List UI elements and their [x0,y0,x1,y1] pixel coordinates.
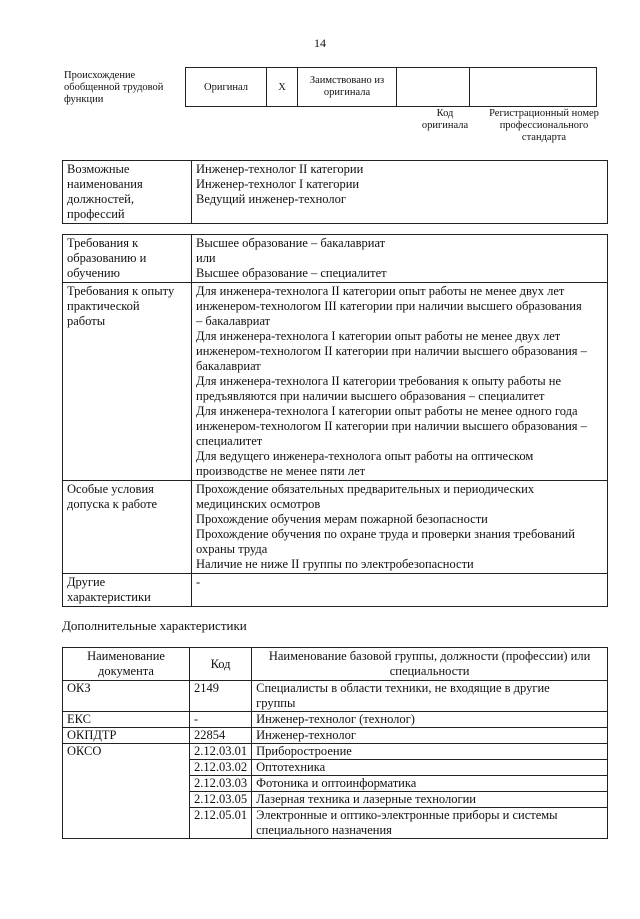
label-line: Требования к [67,236,139,250]
header-line: Наименование базовой группы, должности (профессии) или [268,649,591,663]
doc-cell: ЕКС [63,712,190,728]
header-line: специальности [389,664,470,678]
caption-line: профессионального [499,120,589,131]
text-line: или [196,251,216,265]
label-line: профессий [67,207,125,221]
text-line: Высшее образование – бакалавриат [196,236,386,250]
text-line: инженером-технологом III категории при наличии высшего образования [196,299,582,313]
name-cell [252,808,608,839]
text-line: специалитет [196,434,263,448]
original-mark: X [267,68,298,107]
positions-label [63,161,192,224]
borrowed-line: Заимствовано из [309,75,385,86]
text-line: Для инженера-технолога I категории опыт работы не менее одного года [196,404,578,418]
name-line: группы [256,696,296,710]
text-line: предъявляются при наличии высшего образования – специалитет [196,389,545,403]
label-line: характеристики [67,590,151,604]
additional-table [62,647,608,839]
doc-cell: ОКЗ [63,681,190,712]
text-line: бакалавриат [196,359,261,373]
caption-line: Код [436,108,454,119]
positions-table [62,160,608,224]
other-value: - [192,574,608,607]
label-line: практической [67,299,140,313]
position-item: Ведущий инженер-технолог [196,192,346,206]
text-line: инженером-технологом II категории при наличии высшего образования – [196,419,587,433]
name-cell: Фотоника и оптоинформатика [252,776,608,792]
text-line: производстве не менее пяти лет [196,464,366,478]
name-cell: Оптотехника [252,760,608,776]
original-cell: Оригинал [186,68,267,107]
code-cell: 2.12.05.01 [190,808,252,839]
doc-cell: ОКСО [63,744,190,839]
text-line: Для инженера-технолога I категории опыт работы не менее двух лет [196,329,561,343]
header-code: Код [190,648,252,681]
table-row [63,481,608,574]
borrowed-line: оригинала [323,87,371,98]
other-label [63,574,192,607]
experience-value [192,283,608,481]
text-line: Прохождение обучения мерам пожарной безопасности [196,512,488,526]
label-line: образованию и [67,251,147,265]
text-line: медицинских осмотров [196,497,321,511]
table-row [63,283,608,481]
code-cell: 2.12.03.02 [190,760,252,776]
table-row [63,728,608,744]
requirements-table [62,234,608,607]
label-line: Особые условия [67,482,154,496]
caption-line: Регистрационный номер [489,108,599,119]
page-number: 14 [314,36,326,50]
doc-cell: ОКПДТР [63,728,190,744]
caption-line: стандарта [521,132,567,143]
name-cell: Инженер-технолог [252,728,608,744]
table-row [63,681,608,712]
registration-caption [482,108,606,144]
table-row [63,744,608,760]
table-row [63,235,608,283]
code-cell: 2.12.03.03 [190,776,252,792]
code-cell: 22854 [190,728,252,744]
label-line: должностей, [67,192,134,206]
header-name [252,648,608,681]
table-row [63,574,608,607]
text-line: Прохождение обучения по охране труда и проверки знания требований [196,527,575,541]
table-header-row [63,648,608,681]
name-cell [252,681,608,712]
text-line: инженером-технологом II категории при наличии высшего образования – [196,344,587,358]
name-line: Электронные и оптико-электронные приборы и системы [256,808,558,822]
label-line: Другие [67,575,106,589]
education-value [192,235,608,283]
label-line: допуска к работе [67,497,158,511]
label-line: наименования [67,177,143,191]
name-line: Специалисты в области техники, не входящие в другие [256,681,550,695]
label-line: Возможные [67,162,130,176]
header-document [63,648,190,681]
experience-label [63,283,192,481]
position-item: Инженер-технолог I категории [196,177,360,191]
positions-values [192,161,608,224]
origin-label: Происхождение обобщенной трудовой функции [64,70,164,105]
additional-heading: Дополнительные характеристики [62,618,247,633]
education-label [63,235,192,283]
text-line: Высшее образование – специалитет [196,266,387,280]
header-line: Наименование [87,649,165,663]
label-line: обучению [67,266,120,280]
label-line: работы [67,314,106,328]
code-cell: 2.12.03.01 [190,744,252,760]
name-cell: Лазерная техника и лазерные технологии [252,792,608,808]
code-cell: - [190,712,252,728]
table-row [63,712,608,728]
original-code-cell [397,68,470,107]
table-row [63,161,608,224]
position-item: Инженер-технолог II категории [196,162,364,176]
caption-line: оригинала [421,120,469,131]
code-cell: 2.12.03.05 [190,792,252,808]
text-line: Для ведущего инженера-технолога опыт работы на оптическом [196,449,534,463]
borrowed-cell [298,68,397,107]
origin-table [185,67,597,107]
registration-number-cell [470,68,597,107]
name-cell: Инженер-технолог (технолог) [252,712,608,728]
text-line: охраны труда [196,542,268,556]
conditions-label [63,481,192,574]
text-line: Наличие не ниже II группы по электробезопасности [196,557,474,571]
name-cell: Приборостроение [252,744,608,760]
code-caption [410,108,480,132]
label-line: Требования к опыту [67,284,175,298]
header-line: документа [98,664,154,678]
text-line: – бакалавриат [196,314,271,328]
code-cell: 2149 [190,681,252,712]
name-line: специального назначения [256,823,392,837]
conditions-value [192,481,608,574]
text-line: Для инженера-технолога II категории опыт работы не менее двух лет [196,284,565,298]
text-line: Прохождение обязательных предварительных и периодических [196,482,535,496]
text-line: Для инженера-технолога II категории требования к опыту работы не [196,374,562,388]
